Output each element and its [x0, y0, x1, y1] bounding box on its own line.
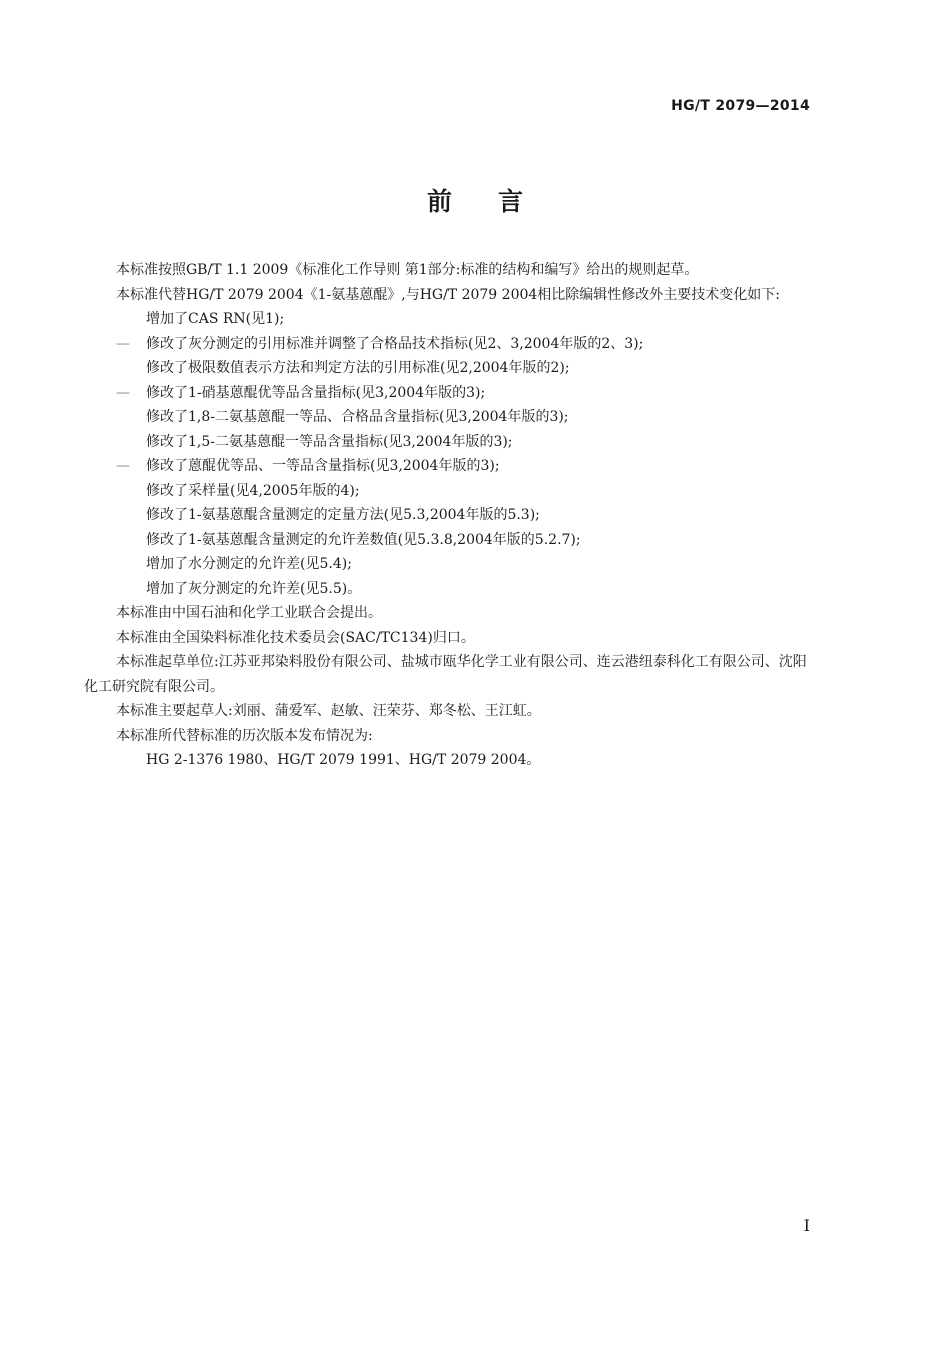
list-item: — 修改了灰分测定的引用标准并调整了合格品技术指标(见2、3,2004年版的2、3);	[84, 332, 819, 357]
list-item: 修改了1-氨基蒽醌含量测定的定量方法(见5.3,2004年版的5.3);	[146, 507, 540, 523]
foreword-body	[84, 258, 819, 773]
dash-mark: —	[116, 335, 130, 352]
list-item: 增加了CAS RN(见1);	[146, 311, 285, 327]
standard-code: HG/T 2079—2014	[671, 98, 810, 114]
paragraph-proposer: 本标准由中国石油和化学工业联合会提出。	[116, 605, 382, 621]
title-char-2: 言	[498, 187, 524, 216]
list-item: 增加了水分测定的允许差(见5.4);	[146, 556, 352, 572]
paragraph-drafting-units: 本标准起草单位:江苏亚邦染料股份有限公司、盐城市瓯华化学工业有限公司、连云港纽泰科化工有限公司、沈阳化工研究院有限公司。	[84, 654, 807, 695]
list-item: 修改了1-氨基蒽醌含量测定的允许差数值(见5.3.8,2004年版的5.2.7);	[146, 531, 581, 548]
changes-list	[84, 307, 819, 601]
paragraph-replacement: 本标准代替HG/T 2079 2004《1-氨基蒽醌》,与HG/T 2079 2004相比除编辑性修改外主要技术变化如下:	[116, 286, 781, 303]
list-item: 修改了采样量(见4,2005年版的4);	[146, 482, 360, 499]
list-item: 修改了1,5-二氨基蒽醌一等品含量指标(见3,2004年版的3);	[146, 433, 513, 450]
paragraph-history: HG 2-1376 1980、HG/T 2079 1991、HG/T 2079 2004。	[146, 752, 541, 768]
list-item: — 修改了1-硝基蒽醌优等品含量指标(见3,2004年版的3);	[84, 381, 819, 406]
dash-mark: —	[116, 458, 130, 474]
paragraph-drafting-rules: 本标准按照GB/T 1.1 2009《标准化工作导则 第1部分:标准的结构和编写》给出的规则起草。	[116, 262, 699, 278]
paragraph-history-intro: 本标准所代替标准的历次版本发布情况为:	[116, 727, 373, 744]
title-char-1: 前	[426, 187, 452, 216]
paragraph-drafters: 本标准主要起草人:刘丽、蒲爱军、赵敏、汪荣芬、郑冬松、王江虹。	[116, 703, 541, 719]
list-item: 增加了灰分测定的允许差(见5.5)。	[146, 580, 362, 597]
list-item: — 修改了蒽醌优等品、一等品含量指标(见3,2004年版的3);	[84, 454, 819, 479]
paragraph-centralized: 本标准由全国染料标准化技术委员会(SAC/TC134)归口。	[116, 629, 475, 646]
list-item: 修改了1,8-二氨基蒽醌一等品、合格品含量指标(见3,2004年版的3);	[146, 409, 569, 425]
page-number: I	[803, 1216, 810, 1235]
list-item: 修改了极限数值表示方法和判定方法的引用标准(见2,2004年版的2);	[146, 360, 570, 376]
page-title	[0, 182, 950, 218]
dash-mark: —	[116, 384, 130, 401]
